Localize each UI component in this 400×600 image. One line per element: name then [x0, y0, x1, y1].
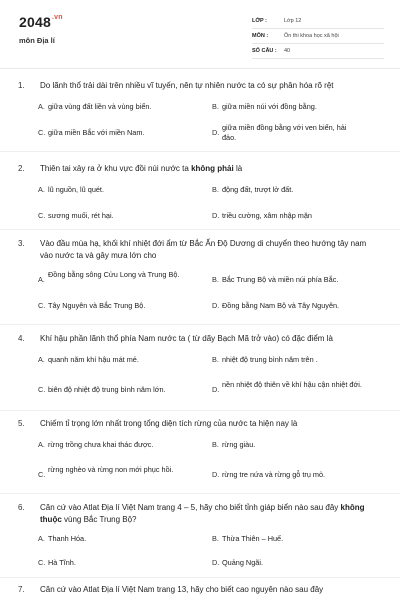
option-text: giữa vùng đất liền và vùng biển.	[48, 102, 152, 111]
question-text: Khí hậu phần lãnh thổ phía Nam nước ta ( từ dãy Bạch Mã trở vào) có đặc điểm là	[40, 334, 333, 343]
question-number: 1.	[18, 81, 25, 90]
question-stem	[18, 163, 382, 175]
option-text: nền nhiệt độ thiên về khí hậu cận nhiệt đới.	[222, 380, 362, 389]
option-text: rừng nghèo và rừng non mới phục hồi.	[48, 465, 174, 474]
question-stem	[18, 502, 382, 526]
question-text: Do lãnh thổ trải dài trên nhiều vĩ tuyến, nên tự nhiên nước ta có sự phân hóa rõ rệt	[40, 81, 334, 90]
question-3	[18, 238, 382, 320]
logo-suffix: .vn	[51, 14, 63, 21]
option-text: rừng trồng chưa khai thác được.	[48, 440, 154, 449]
option-text: giữa miền Bắc với miền Nam.	[48, 128, 145, 137]
meta-label: SỐ CÂU :	[252, 48, 277, 54]
option-text: Tây Nguyên và Bắc Trung Bộ.	[48, 301, 146, 310]
question-number: 2.	[18, 164, 25, 173]
question-text: Vào đầu mùa hạ, khối khí nhiệt đới ẩm từ Bắc Ấn Độ Dương di chuyển theo hướng tây nam vào nước ta và gây mưa lớn cho	[40, 239, 367, 260]
question-number: 4.	[18, 334, 25, 343]
stem-text-part: Căn cứ vào Atlat Địa lí Việt Nam trang 4 – 5, hãy cho biết tỉnh giáp biển nào sau đây	[40, 503, 339, 512]
question-text	[40, 163, 382, 175]
question-6	[18, 502, 382, 574]
option-label: B.	[212, 185, 219, 194]
question-7	[18, 584, 382, 596]
option-label: C.	[38, 211, 46, 220]
meta-value: Ôn thi khoa học xã hội	[284, 33, 339, 39]
question-text: Chiếm tỉ trọng lớn nhất trong tổng diện tích rừng của nước ta hiện nay là	[40, 419, 298, 428]
meta-label: MÔN :	[252, 33, 269, 39]
option-text: lũ nguồn, lũ quét.	[48, 185, 104, 194]
question-number: 7.	[18, 585, 25, 594]
options	[18, 440, 382, 490]
site-logo[interactable]	[19, 14, 63, 30]
option-label: B.	[212, 355, 219, 364]
question-text	[40, 502, 382, 526]
option-label: B.	[212, 534, 219, 543]
options	[18, 270, 382, 320]
question-stem	[18, 333, 382, 345]
option-text: Thanh Hóa.	[48, 534, 87, 543]
option-text: quanh năm khí hậu mát mẻ.	[48, 355, 139, 364]
question-number: 3.	[18, 239, 25, 248]
option-text: giữa miền núi với đồng bằng.	[222, 102, 317, 111]
option-text: giữa miền đồng bằng với ven biển, hải đảo.	[222, 123, 347, 142]
option-text: động đất, trượt lở đất.	[222, 185, 294, 194]
meta-label: LỚP :	[252, 18, 267, 24]
option-label: A.	[38, 185, 45, 194]
option-text: biên độ nhiệt độ trung bình năm lớn.	[48, 385, 166, 394]
option-text: rừng giàu.	[222, 440, 256, 449]
question-divider	[0, 577, 400, 578]
options	[18, 185, 382, 225]
question-1	[18, 80, 382, 150]
option-label: D.	[212, 128, 220, 137]
meta-row-subject	[252, 29, 384, 44]
question-divider	[0, 151, 400, 152]
option-label: B.	[212, 275, 219, 284]
option-label: C.	[38, 558, 46, 567]
question-stem	[18, 418, 382, 430]
meta-row-count	[252, 44, 384, 59]
option-label: D.	[212, 211, 220, 220]
option-label: A.	[38, 275, 45, 284]
options	[18, 102, 382, 150]
option-label: B.	[212, 102, 219, 111]
option-label: A.	[38, 355, 45, 364]
question-text: Căn cứ vào Atlat Địa lí Việt Nam trang 13, hãy cho biết cao nguyên nào sau đây	[40, 585, 324, 594]
options	[18, 534, 382, 574]
meta-row-class	[252, 14, 384, 29]
option-text: Hà Tĩnh.	[48, 558, 76, 567]
stem-text-part: Thiên tai xảy ra ở khu vực đồi núi nước ta	[40, 164, 189, 173]
option-text: Thừa Thiên – Huế.	[222, 534, 284, 543]
option-text: sương muối, rét hại.	[48, 211, 114, 220]
option-label: C.	[38, 301, 46, 310]
logo-text: 2048	[19, 14, 51, 30]
question-divider	[0, 324, 400, 325]
option-text: rừng tre nứa và rừng gỗ trụ mỏ.	[222, 470, 326, 479]
option-label: C.	[38, 470, 46, 479]
question-divider	[0, 229, 400, 230]
question-4	[18, 333, 382, 405]
stem-text-part: vùng Bắc Trung Bộ?	[64, 515, 137, 524]
stem-emphasis: không thuộc	[40, 503, 365, 524]
question-number: 6.	[18, 503, 25, 512]
question-divider	[0, 410, 400, 411]
stem-text-part: là	[235, 164, 243, 173]
option-text: Quảng Ngãi.	[222, 558, 263, 567]
question-stem	[18, 238, 382, 262]
option-label: D.	[212, 470, 220, 479]
option-label: A.	[38, 102, 45, 111]
question-stem	[18, 584, 382, 596]
option-label: A.	[38, 440, 45, 449]
exam-meta	[252, 14, 384, 59]
question-number: 5.	[18, 419, 25, 428]
options	[18, 355, 382, 405]
header-divider	[0, 68, 400, 69]
question-2	[18, 163, 382, 225]
subject-title: môn Địa lí	[19, 36, 55, 45]
option-label: C.	[38, 128, 46, 137]
stem-emphasis: không phải	[191, 164, 234, 173]
question-divider	[0, 493, 400, 494]
question-stem	[18, 80, 382, 92]
option-label: B.	[212, 440, 219, 449]
meta-value: 40	[284, 48, 291, 54]
option-text: triều cường, xâm nhập mặn	[222, 211, 312, 220]
option-label: A.	[38, 534, 45, 543]
option-label: C.	[38, 385, 46, 394]
option-label: D.	[212, 385, 220, 394]
question-5	[18, 418, 382, 490]
option-text: Bắc Trung Bộ và miền núi phía Bắc.	[222, 275, 339, 284]
meta-value: Lớp 12	[284, 18, 302, 24]
option-text: Đồng bằng Nam Bộ và Tây Nguyên.	[222, 301, 340, 310]
option-text: Đồng bằng sông Cửu Long và Trung Bộ.	[48, 270, 180, 279]
option-label: D.	[212, 301, 220, 310]
option-label: D.	[212, 558, 220, 567]
exam-header	[0, 0, 400, 68]
option-text: nhiệt độ trung bình năm trên .	[222, 355, 318, 364]
